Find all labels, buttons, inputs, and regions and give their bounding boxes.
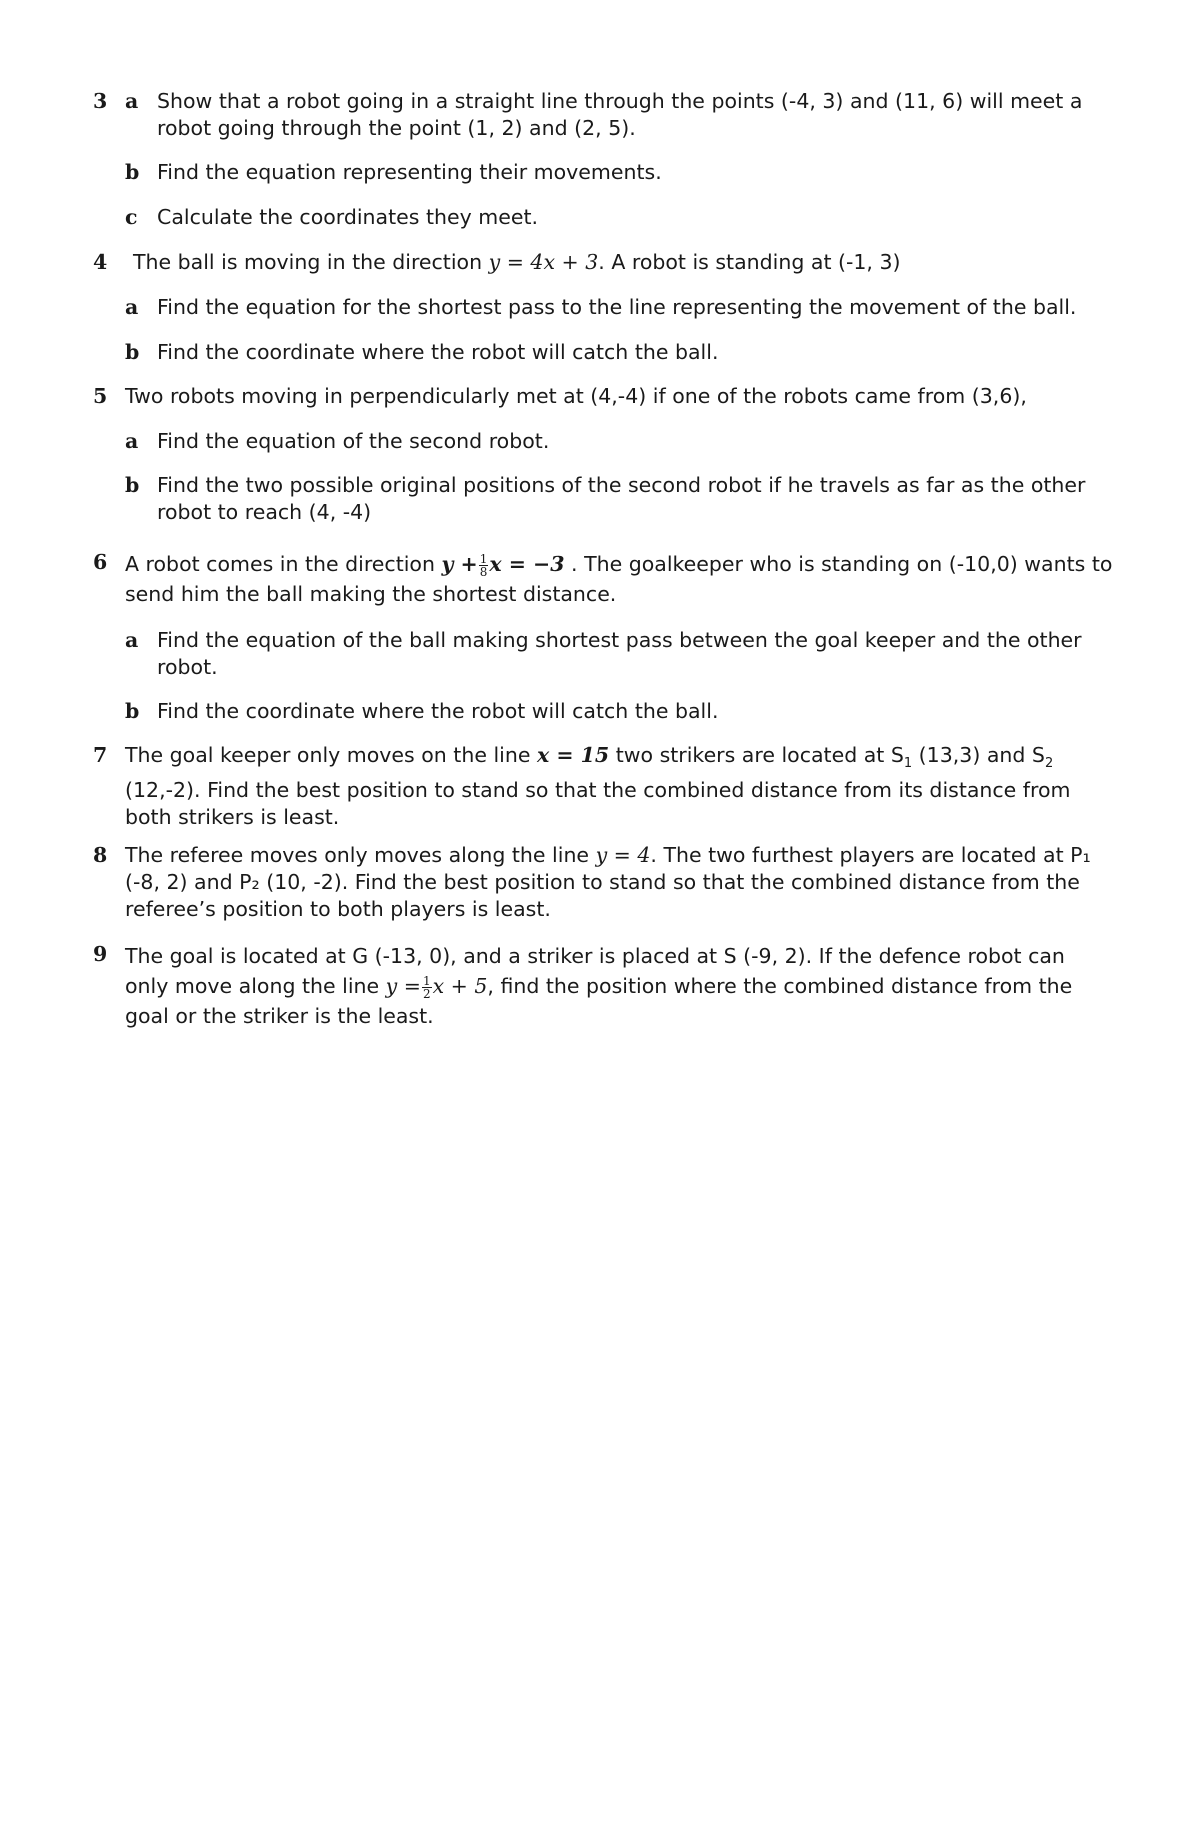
part-letter: b xyxy=(125,160,140,184)
equation-robot-direction-y: y + xyxy=(441,552,478,576)
question-5a-text: Find the equation of the second robot. xyxy=(157,429,550,453)
question-4-text xyxy=(133,249,1113,276)
subscript: 1 xyxy=(903,756,913,772)
question-3c-text: Calculate the coordinates they meet. xyxy=(157,205,538,229)
question-6 xyxy=(0,546,1200,726)
part-letter: b xyxy=(125,699,140,723)
equation-defence-line-rest: x + 5 xyxy=(432,974,488,998)
part-letter: a xyxy=(125,429,139,453)
part-letter: c xyxy=(125,205,138,229)
question-6a-text: Find the equation of the ball making shortest pass between the goal keeper and the other robot. xyxy=(157,628,1082,679)
question-number: 7 xyxy=(93,743,108,767)
question-4-text-post: . A robot is standing at (-1, 3) xyxy=(598,250,901,274)
question-9-text xyxy=(125,941,1110,1031)
part-letter: b xyxy=(125,473,140,497)
equation-referee-line: y = 4 xyxy=(595,843,651,867)
question-number: 5 xyxy=(93,384,108,408)
part-letter: b xyxy=(125,340,140,364)
question-8 xyxy=(0,842,1200,927)
question-7-text-pre: The goal keeper only moves on the line xyxy=(125,743,531,767)
question-5 xyxy=(0,383,1200,533)
question-7-text-post: (12,-2). Find the best position to stand so that the combined distance from its distance from both strikers is least. xyxy=(125,778,1071,830)
question-number: 3 xyxy=(93,89,108,113)
equation-robot-direction-rest: x = −3 xyxy=(489,552,565,576)
question-6-text-pre: A robot comes in the direction xyxy=(125,552,435,576)
fraction-one-half: $\frac{1}{2}$ xyxy=(422,973,431,1001)
question-6-text-post: . The goalkeeper who is standing on (-10,0) wants to send him the ball making the shortest distance. xyxy=(125,552,1113,606)
equation-defence-line-y: y = xyxy=(385,974,421,998)
question-4-text-pre: The ball is moving in the direction xyxy=(133,250,483,274)
part-letter: a xyxy=(125,89,139,113)
fraction-one-eighth: $\frac{1}{8}$ xyxy=(479,551,488,579)
question-8-text-post: . The two furthest players are located at P₁ (-8, 2) and P₂ (10, -2). Find the best position to stand so that the combined distance from the referee’s position to both players is least. xyxy=(125,843,1091,921)
question-number: 6 xyxy=(93,550,108,574)
question-number: 4 xyxy=(93,250,108,274)
question-3a-text: Show that a robot going in a straight line through the points (-4, 3) and (11, 6) will meet a robot going through the point (1, 2) and (2, 5). xyxy=(157,89,1083,140)
question-9 xyxy=(0,941,1200,1031)
question-7-text-mid1: two strikers are located at S xyxy=(615,743,904,767)
question-8-text-pre: The referee moves only moves along the line xyxy=(125,843,590,867)
question-6-text xyxy=(125,549,1115,609)
question-9-text-post: , find the position where the combined distance from the goal or the striker is the least. xyxy=(125,974,1073,1028)
question-number: 8 xyxy=(93,843,108,867)
question-4 xyxy=(0,249,1200,369)
question-3 xyxy=(0,88,1200,238)
part-letter: a xyxy=(125,295,139,319)
question-5-text: Two robots moving in perpendicularly met at (4,-4) if one of the robots came from (3,6), xyxy=(125,384,1027,408)
question-7 xyxy=(0,742,1200,830)
question-4a-text: Find the equation for the shortest pass to the line representing the movement of the ball. xyxy=(157,295,1077,319)
equation-goalkeeper-line: x = 15 xyxy=(536,743,610,767)
part-letter: a xyxy=(125,628,139,652)
equation-ball-line: y = 4x + 3 xyxy=(488,250,599,274)
question-5b-text: Find the two possible original positions of the second robot if he travels as far as the other robot to reach (4, -4) xyxy=(157,473,1086,524)
subscript: 2 xyxy=(1044,756,1054,772)
question-number: 9 xyxy=(93,942,108,966)
question-8-text xyxy=(125,842,1110,923)
question-9-text-pre: The goal is located at G (-13, 0), and a striker is placed at S (-9, 2). If the defence robot can only move along the line xyxy=(125,944,1065,998)
question-6b-text: Find the coordinate where the robot will catch the ball. xyxy=(157,699,719,723)
question-7-text-mid2: (13,3) and S xyxy=(918,743,1045,767)
question-7-text xyxy=(125,742,1110,831)
question-3b-text: Find the equation representing their movements. xyxy=(157,160,662,184)
question-4b-text: Find the coordinate where the robot will catch the ball. xyxy=(157,340,719,364)
